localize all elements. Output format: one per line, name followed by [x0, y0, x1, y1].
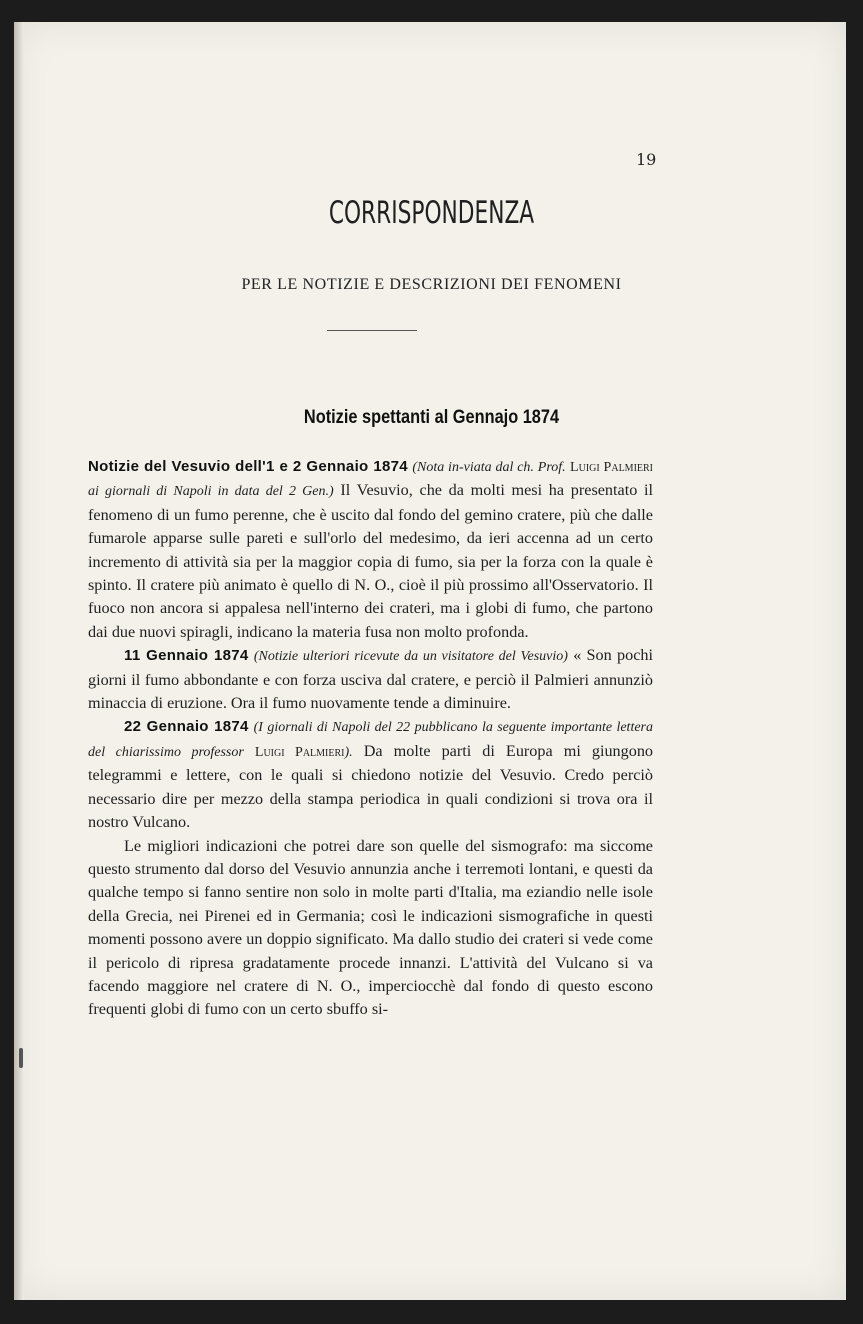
- section-heading: Notizie spettanti al Gennajo 1874: [303, 407, 560, 428]
- paragraph-4-text: Le migliori indicazioni che potrei dare son quelle del sismografo: ma siccome questo strumento dal dorso del Vesuvio annunzia anche i terremoti lontani, e questi da qualche tempo si fanno sentire non solo in molte parti d'Italia, ma eziandio nelle isole della Grecia, nei Pirenei ed in Germania; così le indicazioni sismografiche in questi momenti possono avere un doppio significato. Ma dallo studio dei crateri si vede come il pericolo di ripresa gradatamente procede innanzi. L'attività del Vulcano si va facendo maggiore nel cratere di N. O., imperciocchè dal fondo di questo escono frequenti globi di fumo con un certo sbuffo si-: [88, 836, 653, 1019]
- paragraph-1: [88, 455, 653, 644]
- paragraph-3-lead: 22 Gennaio 1874: [124, 718, 249, 736]
- paragraph-1-note-b: ai giornali di Napoli in data del 2 Gen.): [88, 484, 334, 500]
- page-subtitle: PER LE NOTIZIE E DESCRIZIONI DEI FENOMENI: [241, 276, 622, 293]
- paragraph-2-note: (Notizie ulteriori ricevute da un visitatore del Vesuvio): [253, 649, 568, 665]
- paragraph-3: [88, 715, 653, 834]
- paragraph-2-text: « Son pochi giorni il fumo abbondante e con forza usciva dal cratere, e perciò il Palmieri annunziò minaccia di eruzione. Ora il fumo nuovamente tende a diminuire.: [88, 646, 653, 713]
- paragraph-2-lead: 11 Gennaio 1874: [124, 647, 249, 665]
- paragraph-3-author: Luigi Palmieri: [254, 744, 345, 760]
- paragraph-2: [88, 644, 653, 715]
- paragraph-1-note-a: (Nota in-viata dal ch. Prof.: [412, 460, 566, 475]
- paragraph-1-text: Il Vesuvio, che da molti mesi ha presentato il fenomeno di un fumo perenne, che è uscito dal fondo del gemino cratere, più che dalle fumarole apparse sulle pareti e sull'orlo del medesimo, da ieri accenna ad un certo incremento di attività sia per la maggior copia di fumo, sia per la forza con la quale è spinto. Il cratere più animato è quello di N. O., cioè il più prossimo all'Osservatorio. Il fuoco non ancora si appalesa nell'interno dei crateri, ma i globi di fumo, che partono dai due nuovi spiragli, indicano la materia fusa non molto profonda.: [88, 481, 653, 641]
- paragraph-3-text: Da molte parti di Europa mi giungono telegrammi e lettere, con le quali si chiedono notizie del Vesuvio. Credo perciò necessario dire per mezzo della stampa periodica in quali condizioni si trova ora il nostro Vulcano.: [88, 741, 654, 832]
- page-edge-shadow: [14, 22, 24, 1300]
- page-title: CORRISPONDENZA: [328, 195, 535, 231]
- paragraph-1-lead: Notizie del Vesuvio dell'1 e 2 Gennaio 1874: [88, 458, 408, 475]
- paragraph-3-note-b: ).: [344, 744, 353, 760]
- paragraph-3-note-a: (I giornali di Napoli del 22 pubblicano la seguente importante lettera del chiarissimo professor: [88, 720, 653, 760]
- paragraph-1-author: Luigi Palmieri: [570, 460, 654, 475]
- page-number: 19: [636, 150, 657, 169]
- title-divider: [327, 330, 417, 331]
- ink-blot-mark: [19, 1048, 23, 1068]
- paragraph-4: [88, 835, 653, 1022]
- article-body: [88, 455, 653, 1022]
